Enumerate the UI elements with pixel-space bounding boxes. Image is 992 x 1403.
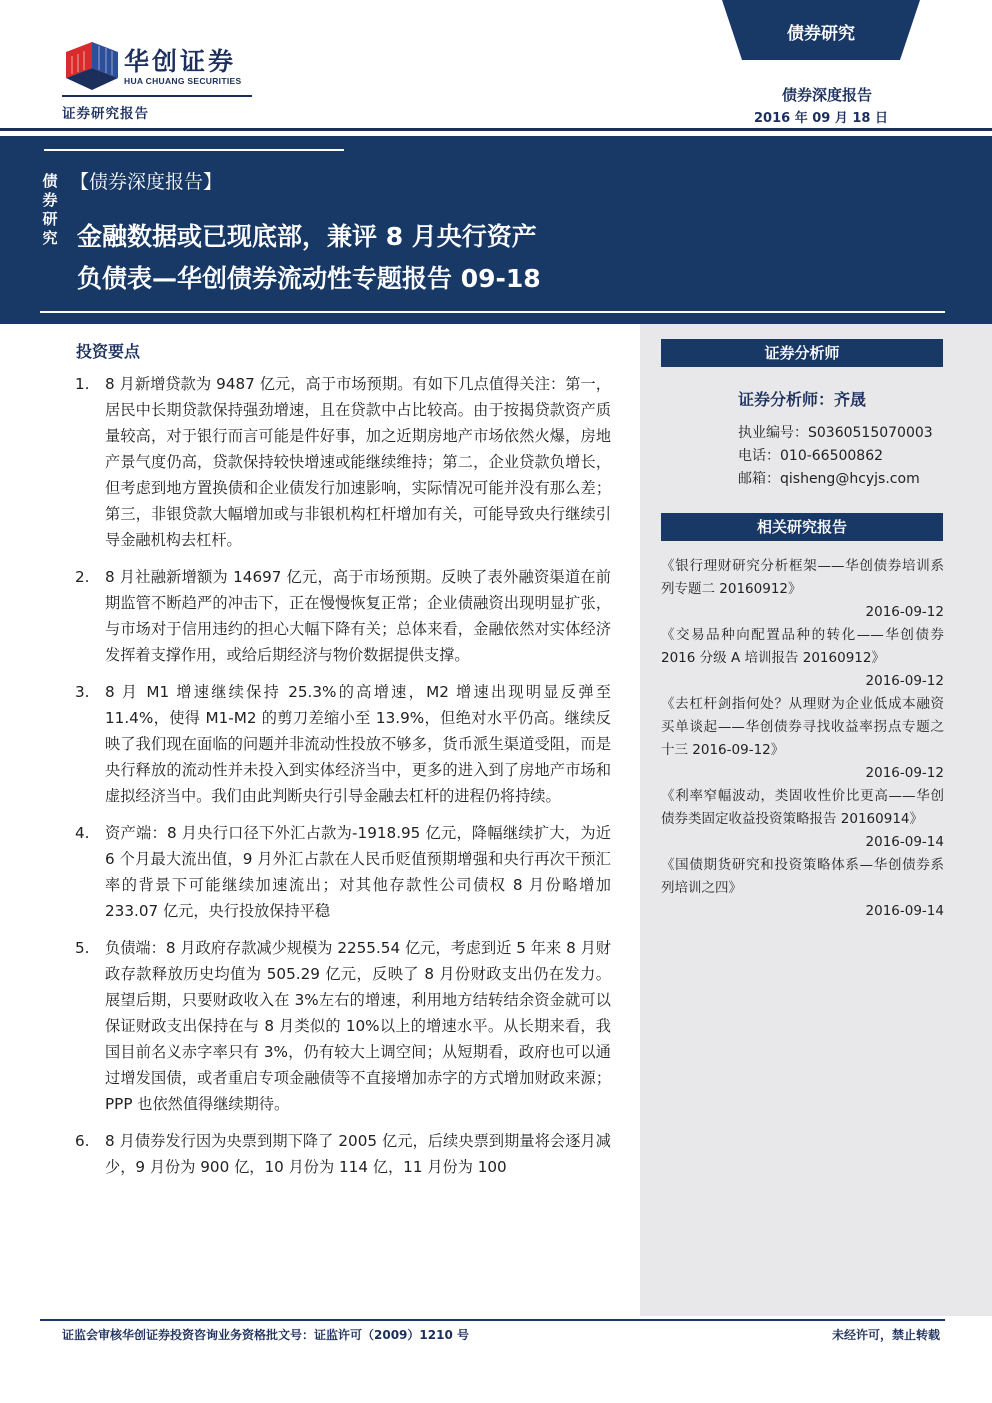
analyst-phone: 电话：010-66500862 (738, 448, 884, 464)
related-report-item[interactable] (661, 854, 944, 923)
point-number: 2. (75, 568, 90, 586)
analyst-license: 执业编号：S0360515070003 (738, 425, 933, 441)
report-subtype: 债券深度报告 (781, 86, 872, 104)
point-text: 8 月债券发行因为央票到期下降了 2005 亿元，后续央票到期量将会逐月减少，9 月份为 900 亿，10 月份为 114 亿，11 月份为 100 (105, 1132, 611, 1176)
report-title-line-1: 金融数据或已现底部，兼评 8 月央行资产 (77, 222, 537, 251)
summary-points (75, 371, 611, 1191)
point-number: 1. (75, 375, 90, 393)
point-number: 4. (75, 824, 90, 842)
report-title (77, 216, 717, 300)
related-reports-header: 相关研究报告 (661, 513, 943, 541)
summary-point (75, 1128, 611, 1180)
logo-english-name: HUA CHUANG SECURITIES (124, 76, 242, 86)
point-text: 8 月 M1 增速继续保持 25.3%的高增速，M2 增速出现明显反弹至 11.4%，使得 M1-M2 的剪刀差缩小至 13.9%，但绝对水平仍高。继续反映了我们现在面临的问题并非流动性投放不够多，货币派生渠道受阻，而是央行释放的流动性并未投入到实体经济当中，更多的进入到了房地产市场和虚拟经济当中。我们由此判断央行引导金融去杠杆的进程仍将持续。 (105, 683, 611, 805)
summary-point (75, 820, 611, 924)
related-report-item[interactable] (661, 555, 944, 624)
point-text: 8 月新增贷款为 9487 亿元，高于市场预期。有如下几点值得关注：第一，居民中长期贷款保持强劲增速，且在贷款中占比较高。由于按揭贷款资产质量较高，对于银行而言可能是件好事，加之近期房地产市场依然火爆，房地产景气度仍高，贷款保持较快增速或能继续维持；第二，企业贷款负增长，但考虑到地方置换债和企业债发行加速影响，实际情况可能并没有那么差；第三，非银贷款大幅增加或与非银机构杠杆增加有关，可能导致央行继续引导金融机构去杠杆。 (105, 375, 611, 549)
summary-point (75, 935, 611, 1117)
report-title-line-2: 负债表—华创债券流动性专题报告 09-18 (77, 264, 541, 293)
logo-chinese-name: 华创证券 (124, 47, 237, 76)
point-number: 6. (75, 1132, 90, 1150)
analyst-header: 证券分析师 (661, 339, 943, 367)
banner-top-rule (44, 149, 344, 151)
banner-side-label: 债券研究 (42, 172, 58, 247)
related-report-item[interactable] (661, 693, 944, 785)
point-number: 3. (75, 683, 90, 701)
summary-heading: 投资要点 (76, 342, 141, 361)
related-report-item[interactable] (661, 785, 944, 854)
summary-point (75, 371, 611, 553)
summary-point (75, 564, 611, 668)
related-report-date: 2016-09-12 (865, 673, 944, 689)
related-report-date: 2016-09-12 (865, 765, 944, 781)
report-type-label: 证券研究报告 (62, 106, 149, 122)
report-date: 2016 年 09 月 18 日 (754, 111, 888, 126)
banner-bottom-rule (40, 311, 945, 313)
related-report-title: 《交易品种向配置品种的转化——华创债券 2016 分级 A 培训报告 20160912》 (661, 627, 944, 666)
related-report-date: 2016-09-14 (865, 834, 944, 850)
header-divider (0, 128, 992, 131)
point-text: 8 月社融新增额为 14697 亿元，高于市场预期。反映了表外融资渠道在前期监管不断趋严的冲击下，正在慢慢恢复正常；企业债融资出现明显扩张，与市场对于信用违约的担心大幅下降有关；总体来看，金融依然对实体经济发挥着支撑作用，或给后期经济与物价数据提供支撑。 (105, 568, 611, 664)
analyst-name: 证券分析师：齐晟 (738, 390, 867, 409)
category-tab-label: 债券研究 (787, 24, 855, 44)
logo-divider (62, 95, 252, 97)
related-report-title: 《利率窄幅波动，类固收性价比更高——华创债券类固定收益投资策略报告 20160914》 (661, 788, 944, 827)
footer-copyright-text: 未经许可，禁止转载 (831, 1328, 940, 1342)
related-report-date: 2016-09-12 (865, 604, 944, 620)
footer-license-text: 证监会审核华创证券投资咨询业务资格批文号：证监许可（2009）1210 号 (62, 1328, 469, 1342)
company-logo-icon (66, 42, 118, 90)
point-text: 负债端：8 月政府存款减少规模为 2255.54 亿元，考虑到近 5 年来 8 月财政存款释放历史均值为 505.29 亿元，反映了 8 月份财政支出仍在发力。展望后期，只要财政收入在 3%左右的增速，利用地方结转结余资金就可以保证财政支出保持在与 8 月类似的 10%以上的增速水平。从长期来看，我国目前名义赤字率只有 3%，仍有较大上调空间；从短期看，政府也可以通过增发国债，或者重启专项金融债等不直接增加赤字的方式增加财政来源；PPP 也依然值得继续期待。 (105, 939, 611, 1113)
analyst-email[interactable]: 邮箱：qisheng@hcyjs.com (738, 471, 920, 487)
related-reports-list (661, 555, 944, 923)
footer-divider (40, 1319, 945, 1321)
point-number: 5. (75, 939, 90, 957)
related-report-date: 2016-09-14 (865, 903, 944, 919)
banner-tag: 【债券深度报告】 (70, 171, 223, 193)
related-report-title: 《去杠杆剑指何处？从理财为企业低成本融资买单谈起——华创债券寻找收益率拐点专题之十三 2016-09-12》 (661, 696, 944, 758)
related-report-title: 《国债期货研究和投资策略体系—华创债券系列培训之四》 (661, 857, 944, 896)
related-report-title: 《银行理财研究分析框架——华创债券培训系列专题二 20160912》 (661, 558, 944, 597)
summary-point (75, 679, 611, 809)
point-text: 资产端：8 月央行口径下外汇占款为-1918.95 亿元，降幅继续扩大，为近 6 个月最大流出值，9 月外汇占款在人民币贬值预期增强和央行再次干预汇率的背景下可能继续加速流出；对其他存款性公司债权 8 月份略增加 233.07 亿元，央行投放保持平稳 (105, 824, 611, 920)
related-report-item[interactable] (661, 624, 944, 693)
